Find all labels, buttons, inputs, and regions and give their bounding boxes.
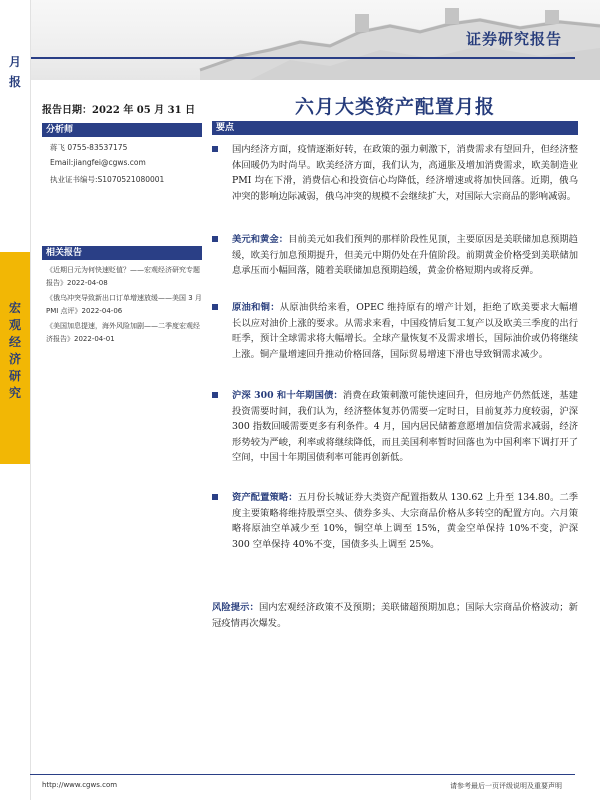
bullet-icon — [212, 304, 218, 310]
bullet-icon — [212, 392, 218, 398]
risk-label: 风险提示： — [212, 602, 259, 613]
bullet-icon — [212, 494, 218, 500]
key-point-text: 五月份长城证券大类资产配置指数从 130.62 上升至 134.80。二季度主要策略将维持股票空头、债券多头、大宗商品价格从多转空的配置方向。六月策略将原油空单减少至 10%，铜空单上调至 15%，黄金空单保持 10%不变，沪深 300 空单保持 40%不变，国债多头上调至 25%。 — [232, 492, 578, 550]
analyst-license: 执业证书编号:S1070521080001 — [50, 175, 165, 184]
footer-divider — [30, 774, 575, 775]
key-point-label: 沪深 300 和十年期国债： — [232, 390, 343, 401]
category-char: 济 — [8, 352, 21, 366]
key-point-text: 国内经济方面，疫情逐渐好转，在政策的强力刺激下，消费需求有望回升，但经济整体回暖仍为时尚早。欧美经济方面，我们认为，高通胀及增加消费需求，欧美制造业 PMI 均在下滑，消费信心和投资信心均降低，经济增速或将加快回落。近期，俄乌冲突的影响边际减弱，俄乌冲突的规模不会继续扩大，对国际大宗商品的影响减弱。 — [232, 144, 578, 202]
key-point-label: 美元和黄金： — [232, 234, 289, 245]
footer-disclaimer-note: 请参考最后一页评级说明及重要声明 — [450, 782, 562, 790]
analyst-email[interactable]: Email:jiangfei@cgws.com — [50, 158, 146, 167]
category-label — [0, 300, 30, 402]
report-type-label: 证券研究报告 — [465, 30, 562, 48]
key-points-header — [212, 121, 578, 135]
category-char: 经 — [8, 335, 21, 349]
header-divider — [30, 57, 575, 59]
bullet-icon — [212, 236, 218, 242]
key-point-label: 资产配置策略： — [232, 492, 298, 503]
key-points-heading: 要点 — [216, 123, 235, 133]
key-point-text: 消费在政策刺激可能快速回升，但房地产仍然低迷，基建投资需要时间，我们认为，经济整体复苏仍需要一定时日，目前复苏力度较弱，沪深 300 指数回暖需要更多有利条件。4 月，国内居民储蓄意愿增加信贷需求减弱，经济形势较为严峻，利率或将继续降低，而且美国利率暂时回落也为中国利率下调打开了空间，中国十年期国债利率可能再创新低。 — [232, 390, 578, 463]
related-report-item[interactable]: 《俄乌冲突导致新出口订单增速放缓——美国 3 月 PMI 点评》2022-04-06 — [46, 294, 202, 315]
frequency-char: 月 — [8, 55, 21, 69]
related-reports-heading: 相关报告 — [42, 246, 202, 260]
related-report-item[interactable]: 《近期日元为何快速贬值？——宏观经济研究专题报告》2022-04-08 — [46, 266, 200, 287]
risk-warning — [212, 600, 578, 631]
report-date: 报告日期：2022 年 05 月 31 日 — [42, 105, 196, 116]
risk-text: 国内宏观经济政策不及预期；美联储超预期加息；国际大宗商品价格波动；新冠疫情再次爆发。 — [212, 602, 578, 629]
analyst-name-phone: 蒋飞 0755-83537175 — [50, 143, 128, 152]
page-title: 六月大类资产配置月报 — [294, 96, 495, 118]
category-char: 观 — [8, 318, 21, 332]
frequency-char: 报 — [8, 75, 21, 89]
analyst-heading: 分析师 — [42, 123, 202, 137]
key-point-paragraph — [212, 300, 578, 362]
category-char: 研 — [8, 369, 21, 383]
key-point-text: 从原油供给来看，OPEC 维持原有的增产计划，拒绝了欧美要求大幅增长以应对油价上涨的要求。从需求来看，中国疫情后复工复产以及欧美三季度的出行旺季，预计全球需求将大幅增长。全球产量恢复不及需求增长，国际油价或仍将继续上涨。铜产量增速回升推动价格回落，国际贸易增速下滑也导致铜需求减少。 — [232, 302, 578, 360]
key-point-label: 原油和铜： — [232, 302, 280, 313]
bullet-icon — [212, 146, 218, 152]
key-point-paragraph — [212, 232, 578, 279]
key-point-paragraph — [212, 388, 578, 466]
key-point-text: 目前美元如我们预判的那样阶段性见顶，主要原因是美联储加息预期趋缓，欧美行加息预期提升，但美元中期仍处在升值阶段。前期黄金价格受到美联储加息承压而小幅回落，随着美联储加息预期趋缓，黄金价格短期内或将反弹。 — [232, 234, 578, 276]
category-char: 究 — [8, 386, 21, 400]
category-char: 宏 — [8, 301, 21, 315]
key-point-paragraph — [212, 490, 578, 552]
footer-website-link[interactable]: http://www.cgws.com — [42, 781, 118, 789]
key-point-paragraph — [212, 142, 578, 204]
related-report-item[interactable]: 《美国加息提速，海外风险加剧——二季度宏观经济报告》2022-04-01 — [46, 322, 200, 343]
frequency-label — [0, 52, 30, 92]
